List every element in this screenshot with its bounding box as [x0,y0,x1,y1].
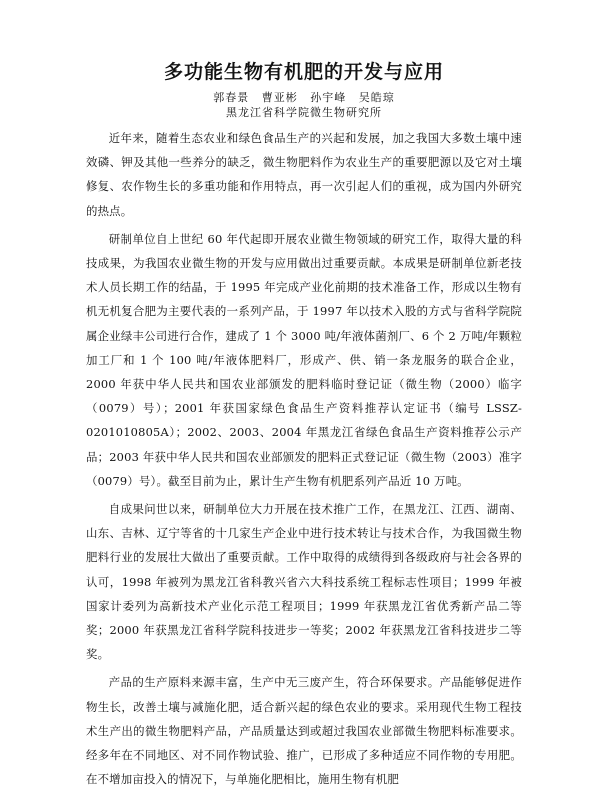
article-authors: 郭春景 曹亚彬 孙宇峰 吴皓琼 [213,91,395,104]
paragraph-history: 研制单位自上世纪 60 年代起即开展农业微生物领域的研究工作，取得大量的科技成果，为我国农业微生物的开发与应用做出过重要贡献。本成果是研制单位新老技术人员长期工作的结晶，于 1995 年完成产业化前期的技术准备工作，形成以生物有机无机复合肥为主要代表的一系列产品，于 1997 年以技术入股的方式与省科学院院属企业绿丰公司进行合作，建成了 1 个 3000 吨/年液体菌剂厂、6 个 2 万吨/年颗粒加工厂和 1 个 100 吨/年液体肥料厂，形成产、供、销一条龙服务的联合企业，2000 年获中华人民共和国农业部颁发的肥料临时登记证（微生物（2000）临字（0079）号）；2001 年获国家绿色食品生产资料推荐认定证书（编号 LSSZ-0201010805A）；2002、2003、2004 年黑龙江省绿色食品生产资料推荐公示产品；2003 年获中华人民共和国农业部颁发的肥料正式登记证（微生物（2003）准字（0079）号）。截至目前为止，累计生产生物有机肥系列产品近 10 万吨。 [86,231,522,488]
article-affiliation: 黑龙江省科学院微生物研究所 [226,106,382,119]
paragraph-promotion: 自成果问世以来，研制单位大力开展在技术推广工作，在黑龙江、江西、湖南、山东、吉林、辽宁等省的十几家生产企业中进行技术转让与技术合作，为我国微生物肥料行业的发展壮大做出了重要贡献。工作中取得的成绩得到各级政府与社会各界的认可，1998 年被列为黑龙江省科教兴省六大科技系统工程标志性项目；1999 年被国家计委列为高新技术产业化示范工程项目；1999 年获黑龙江省优秀新产品二等奖；2000 年获黑龙江省科学院科技进步一等奖；2002 年获黑龙江省科技进步二等奖。 [86,502,522,662]
paragraph-intro: 近年来，随着生态农业和绿色食品生产的兴起和发展，加之我国大多数土壤中速效磷、钾及其他一些养分的缺乏，微生物肥料作为农业生产的重要肥源以及它对土壤修复、农作物生长的多重功能和作用特点，再一次引起人们的重视，成为国内外研究的热点。 [86,131,522,218]
paragraph-production: 产品的生产原料来源丰富，生产中无三废产生，符合环保要求。产品能够促进作物生长，改善土壤与减施化肥，适合新兴起的绿色农业的要求。采用现代生物工程技术生产出的微生物肥料产品，产品质量达到或超过我国农业部微生物肥料标准要求。经多年在不同地区、对不同作物试验、推广，已形成了多种适应不同作物的专用肥。在不增加亩投入的情况下，与单施化肥相比，施用生物有机肥 [86,675,522,787]
article-title: 多功能生物有机肥的开发与应用 [163,61,444,83]
